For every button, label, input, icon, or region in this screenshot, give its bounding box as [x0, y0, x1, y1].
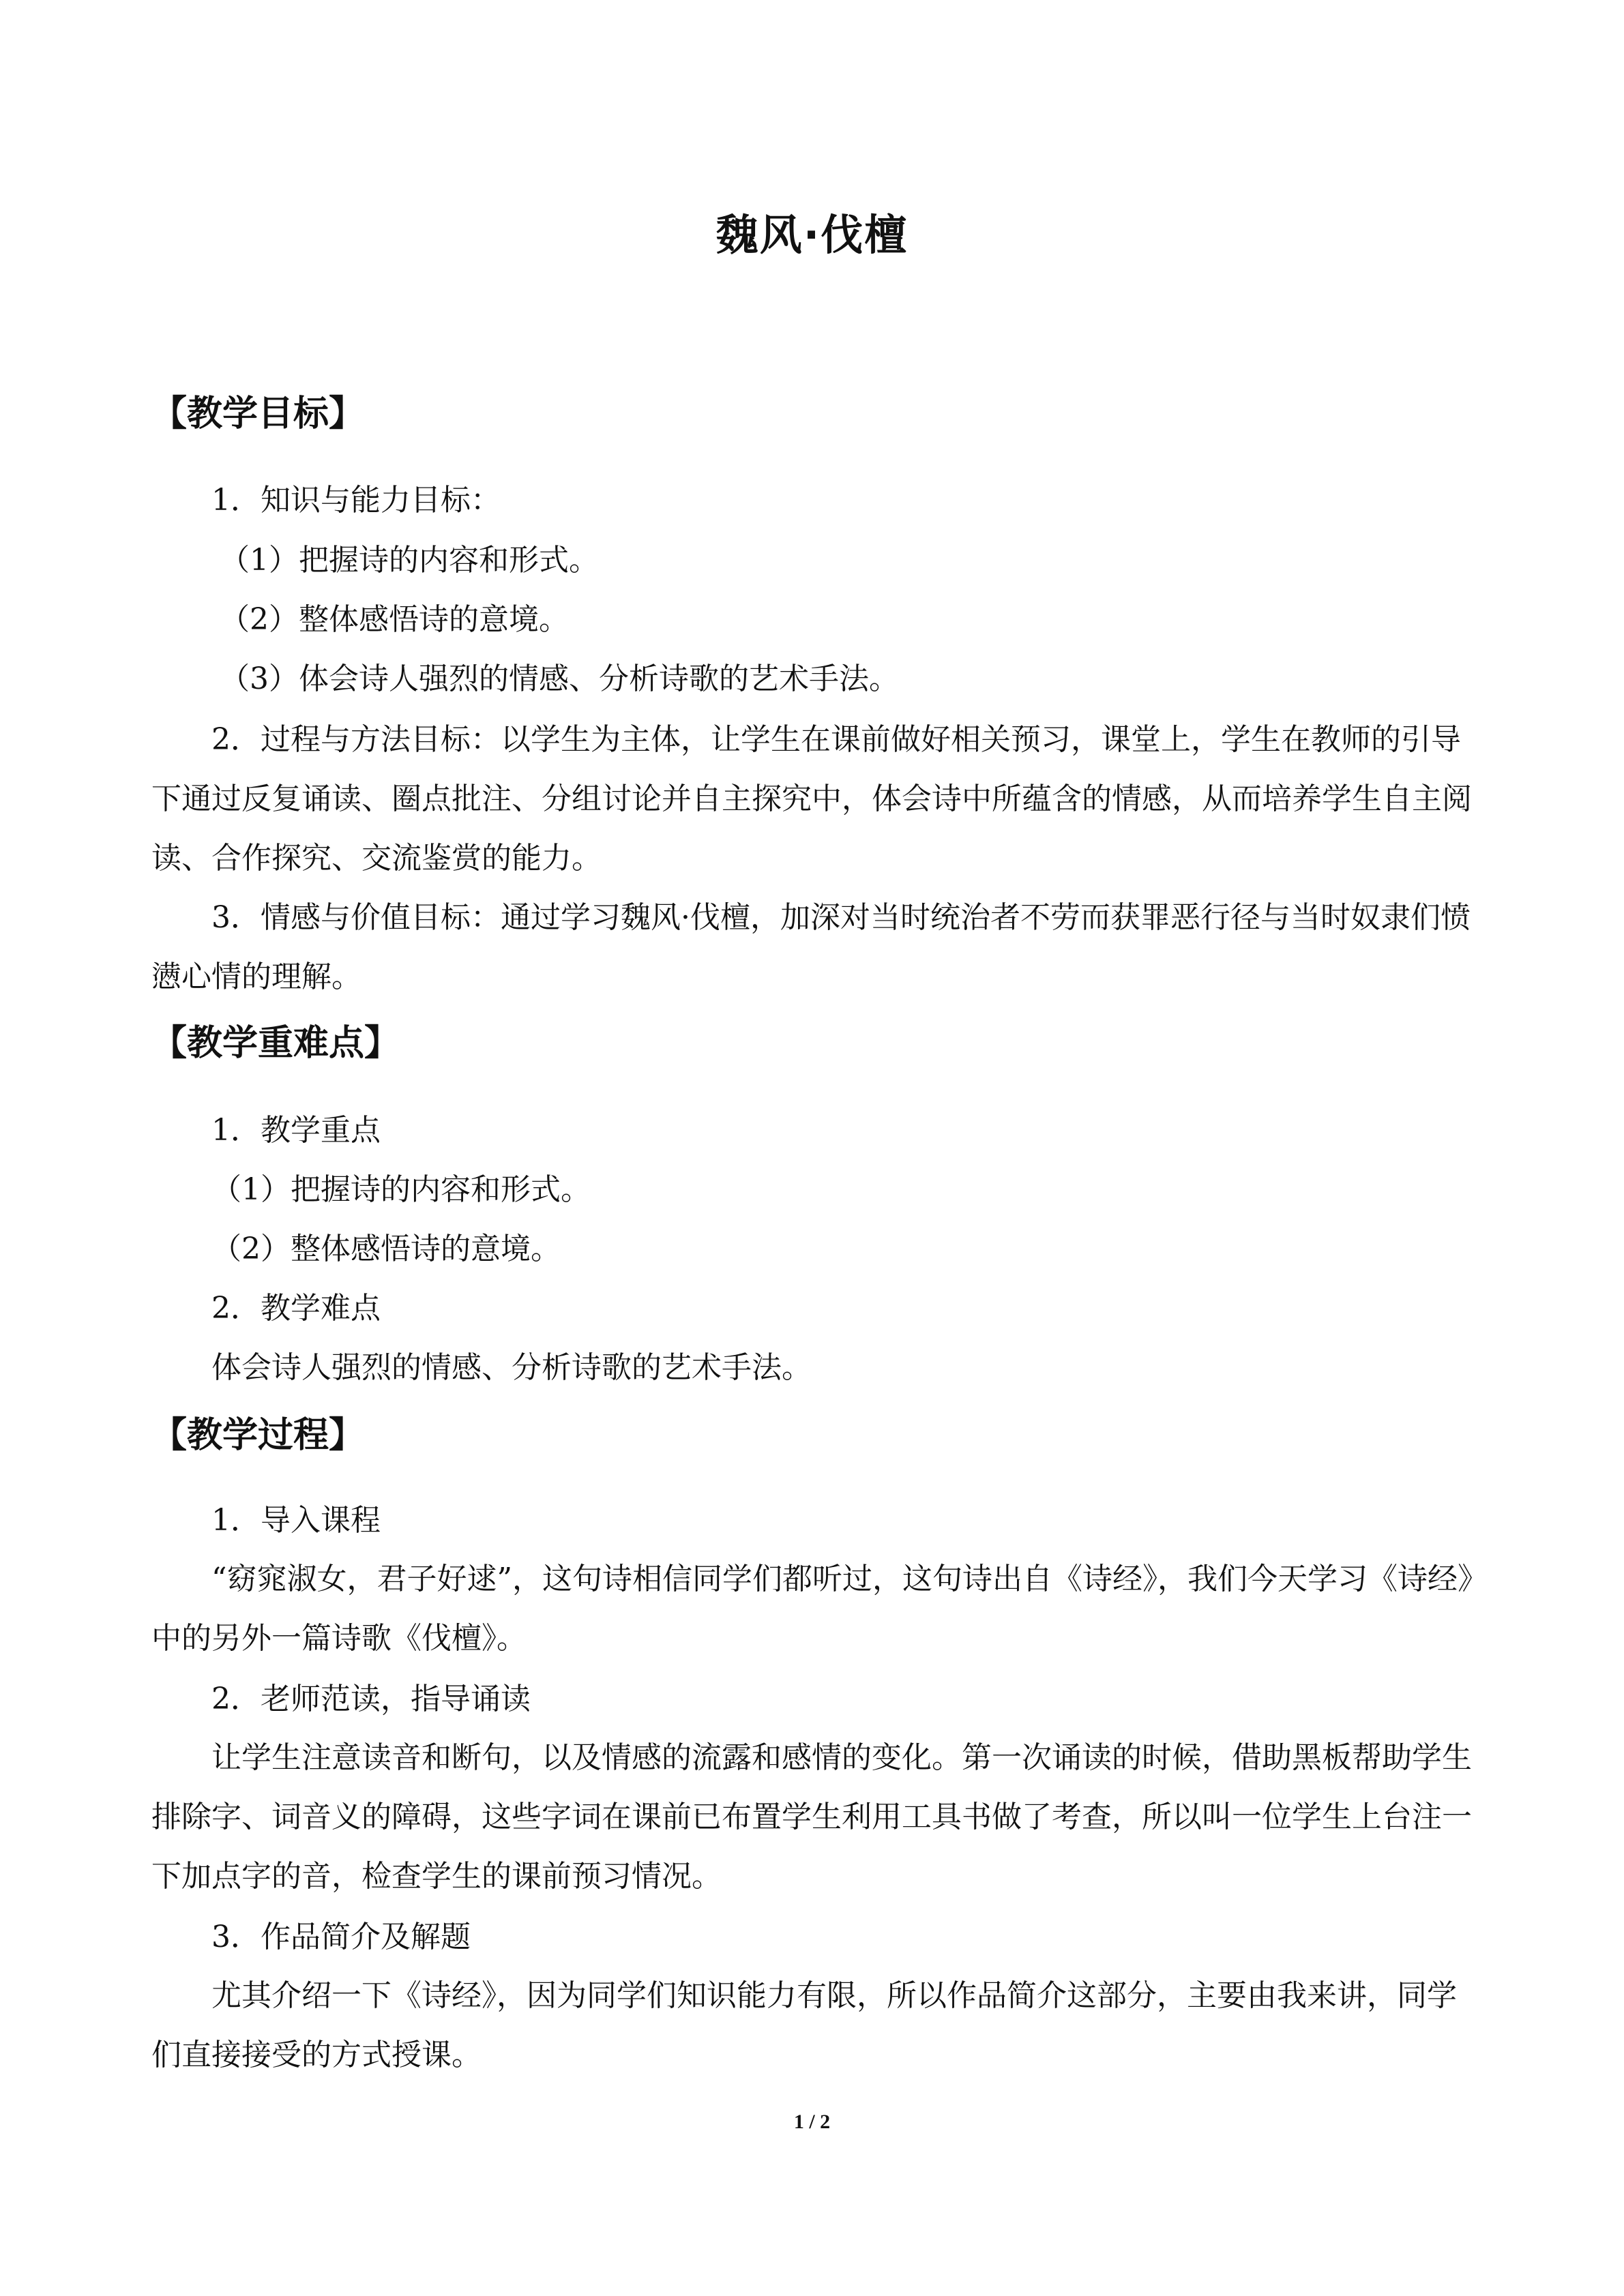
difficulty-item: 体会诗人强烈的情感、分析诗歌的艺术手法。 [211, 1350, 812, 1385]
process-step-3-paragraph [151, 1966, 1475, 2085]
objective-knowledge: 1．知识与能力目标： [211, 483, 501, 518]
difficulty-label: 2．教学难点 [211, 1291, 381, 1326]
process-step-2-text: 让学生注意读音和断句，以及情感的流露和感情的变化。第一次诵读的时候，借助黑板帮助学生排除字、词音义的障碍，这些字词在课前已布置学生利用工具书做了考查，所以叫一位学生上台注一下加点字的音，检查学生的课前预习情况。 [151, 1740, 1472, 1894]
process-step-2-title: 2．老师范读，指导诵读 [211, 1682, 531, 1716]
key-point-item-1: （1）把握诗的内容和形式。 [211, 1172, 591, 1207]
objective-emotion-paragraph [151, 888, 1475, 1007]
section-heading-key-points: 【教学重难点】 [151, 1023, 400, 1064]
document-title: 魏风·伐檀 [715, 210, 909, 260]
process-step-1-paragraph [151, 1549, 1475, 1668]
objective-item-1: （1）把握诗的内容和形式。 [220, 543, 599, 578]
process-step-1-text: “窈窕淑女，君子好逑”，这句诗相信同学们都听过，这句诗出自《诗经》，我们今天学习《诗经》中的另外一篇诗歌《伐檀》。 [151, 1562, 1473, 1656]
process-step-3-title: 3．作品简介及解题 [211, 1920, 471, 1954]
key-point-label: 1．教学重点 [211, 1113, 381, 1148]
objective-item-3: （3）体会诗人强烈的情感、分析诗歌的艺术手法。 [220, 661, 899, 696]
page-number: 1 / 2 [793, 2111, 831, 2133]
key-point-item-2: （2）整体感悟诗的意境。 [211, 1232, 561, 1266]
process-step-3-text: 尤其介绍一下《诗经》，因为同学们知识能力有限，所以作品简介这部分，主要由我来讲，同学们直接接受的方式授课。 [151, 1978, 1457, 2072]
objective-item-2: （2）整体感悟诗的意境。 [220, 602, 569, 637]
objective-process-paragraph [151, 710, 1475, 888]
section-heading-objectives: 【教学目标】 [151, 393, 365, 434]
section-heading-process: 【教学过程】 [151, 1415, 365, 1456]
process-step-2-paragraph [151, 1728, 1475, 1906]
process-step-1-title: 1．导入课程 [211, 1503, 381, 1538]
objective-emotion-text: 3．情感与价值目标：通过学习魏风·伐檀，加深对当时统治者不劳而获罪恶行径与当时奴隶们愤懑心情的理解。 [151, 900, 1471, 994]
objective-process-text: 2．过程与方法目标：以学生为主体，让学生在课前做好相关预习，课堂上，学生在教师的引导下通过反复诵读、圈点批注、分组讨论并自主探究中，体会诗中所蕴含的情感，从而培养学生自主阅读、合作探究、交流鉴赏的能力。 [151, 722, 1472, 876]
